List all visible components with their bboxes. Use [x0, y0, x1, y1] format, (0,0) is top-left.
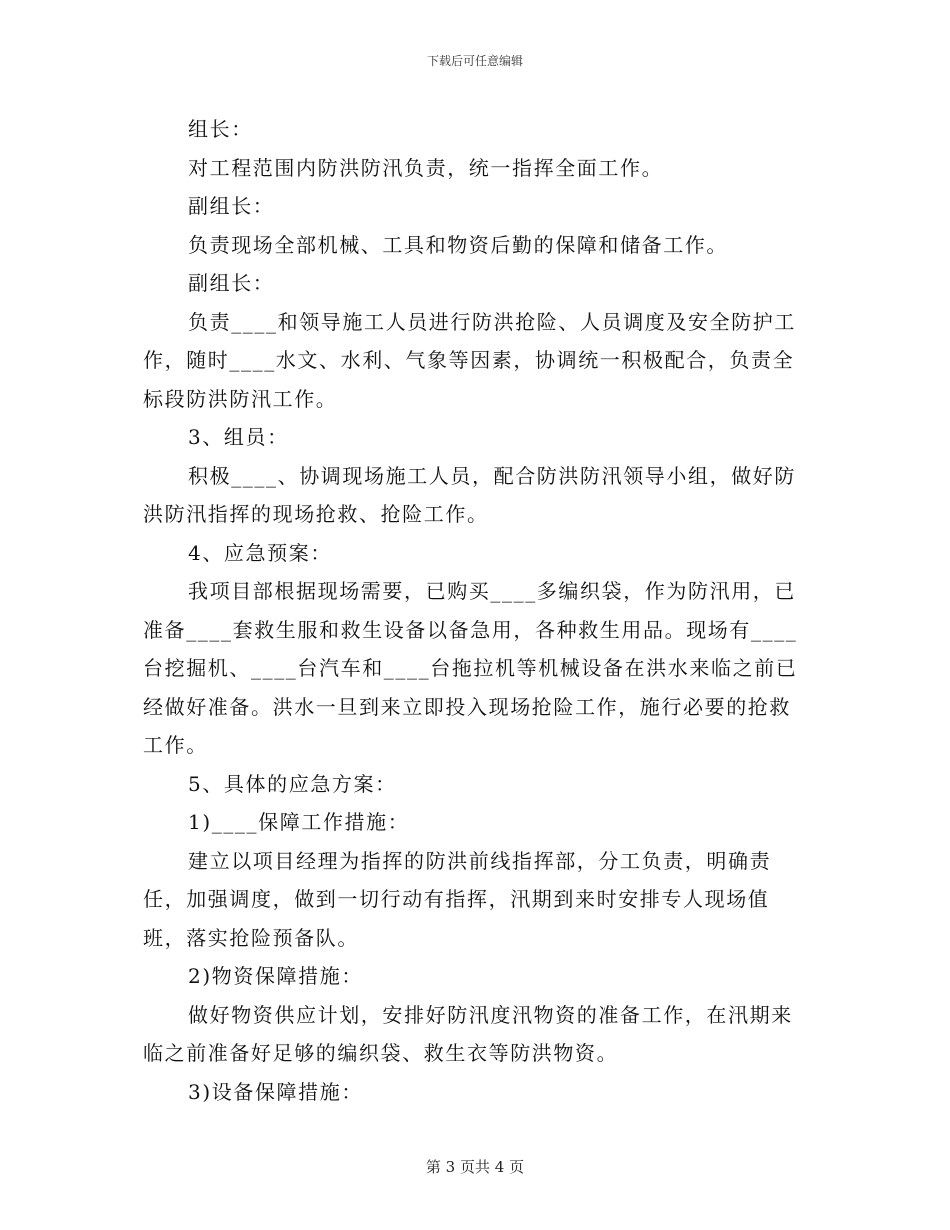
paragraph: 副组长：: [188, 194, 275, 218]
subsection-heading: 1)____保障工作措施：: [188, 810, 410, 834]
subsection-heading: 3)设备保障措施：: [188, 1079, 363, 1104]
paragraph: 做好物资供应计划，安排好防汛度汛物资的准备工作，在汛期来临之前准备好足够的编织袋、救生衣等防洪物资。: [143, 1002, 793, 1065]
paragraph: 组长：: [188, 117, 253, 141]
page-footer: 第 3 页共 4 页: [425, 1158, 525, 1176]
document-body: [143, 110, 803, 1111]
section-heading: 4、应急预案：: [188, 540, 332, 565]
section-heading: 3、组员：: [188, 425, 289, 449]
paragraph: 副组长：: [188, 271, 275, 295]
paragraph: 积极____、协调现场施工人员，配合防洪防汛领导小组，做好防洪防汛指挥的现场抢救、抢险工作。: [143, 463, 796, 526]
paragraph: 我项目部根据现场需要，已购买____多编织袋，作为防汛用，已准备____套救生服和救生设备以备急用，各种救生用品。现场有____台挖掘机、____台汽车和____台拖拉机等机械设备在洪水来临之前已经做好准备。洪水一旦到来立即投入现场抢险工作，施行必要的抢救工作。: [143, 579, 798, 757]
page-header: 下载后可任意编辑: [426, 54, 523, 68]
paragraph: 对工程范围内防洪防汛负责，统一指挥全面工作。: [188, 155, 664, 180]
paragraph: 负责现场全部机械、工具和物资后勤的保障和储备工作。: [188, 232, 728, 257]
paragraph: 建立以项目经理为指挥的防洪前线指挥部，分工负责，明确责任，加强调度，做到一切行动有指挥，汛期到来时安排专人现场值班，落实抢险预备队。: [143, 848, 772, 950]
paragraph: 负责____和领导施工人员进行防洪抢险、人员调度及安全防护工作，随时____水文、水利、气象等因素，协调统一积极配合，负责全标段防洪防汛工作。: [143, 309, 796, 411]
subsection-heading: 2)物资保障措施：: [188, 964, 363, 988]
section-heading: 5、具体的应急方案：: [188, 771, 397, 796]
